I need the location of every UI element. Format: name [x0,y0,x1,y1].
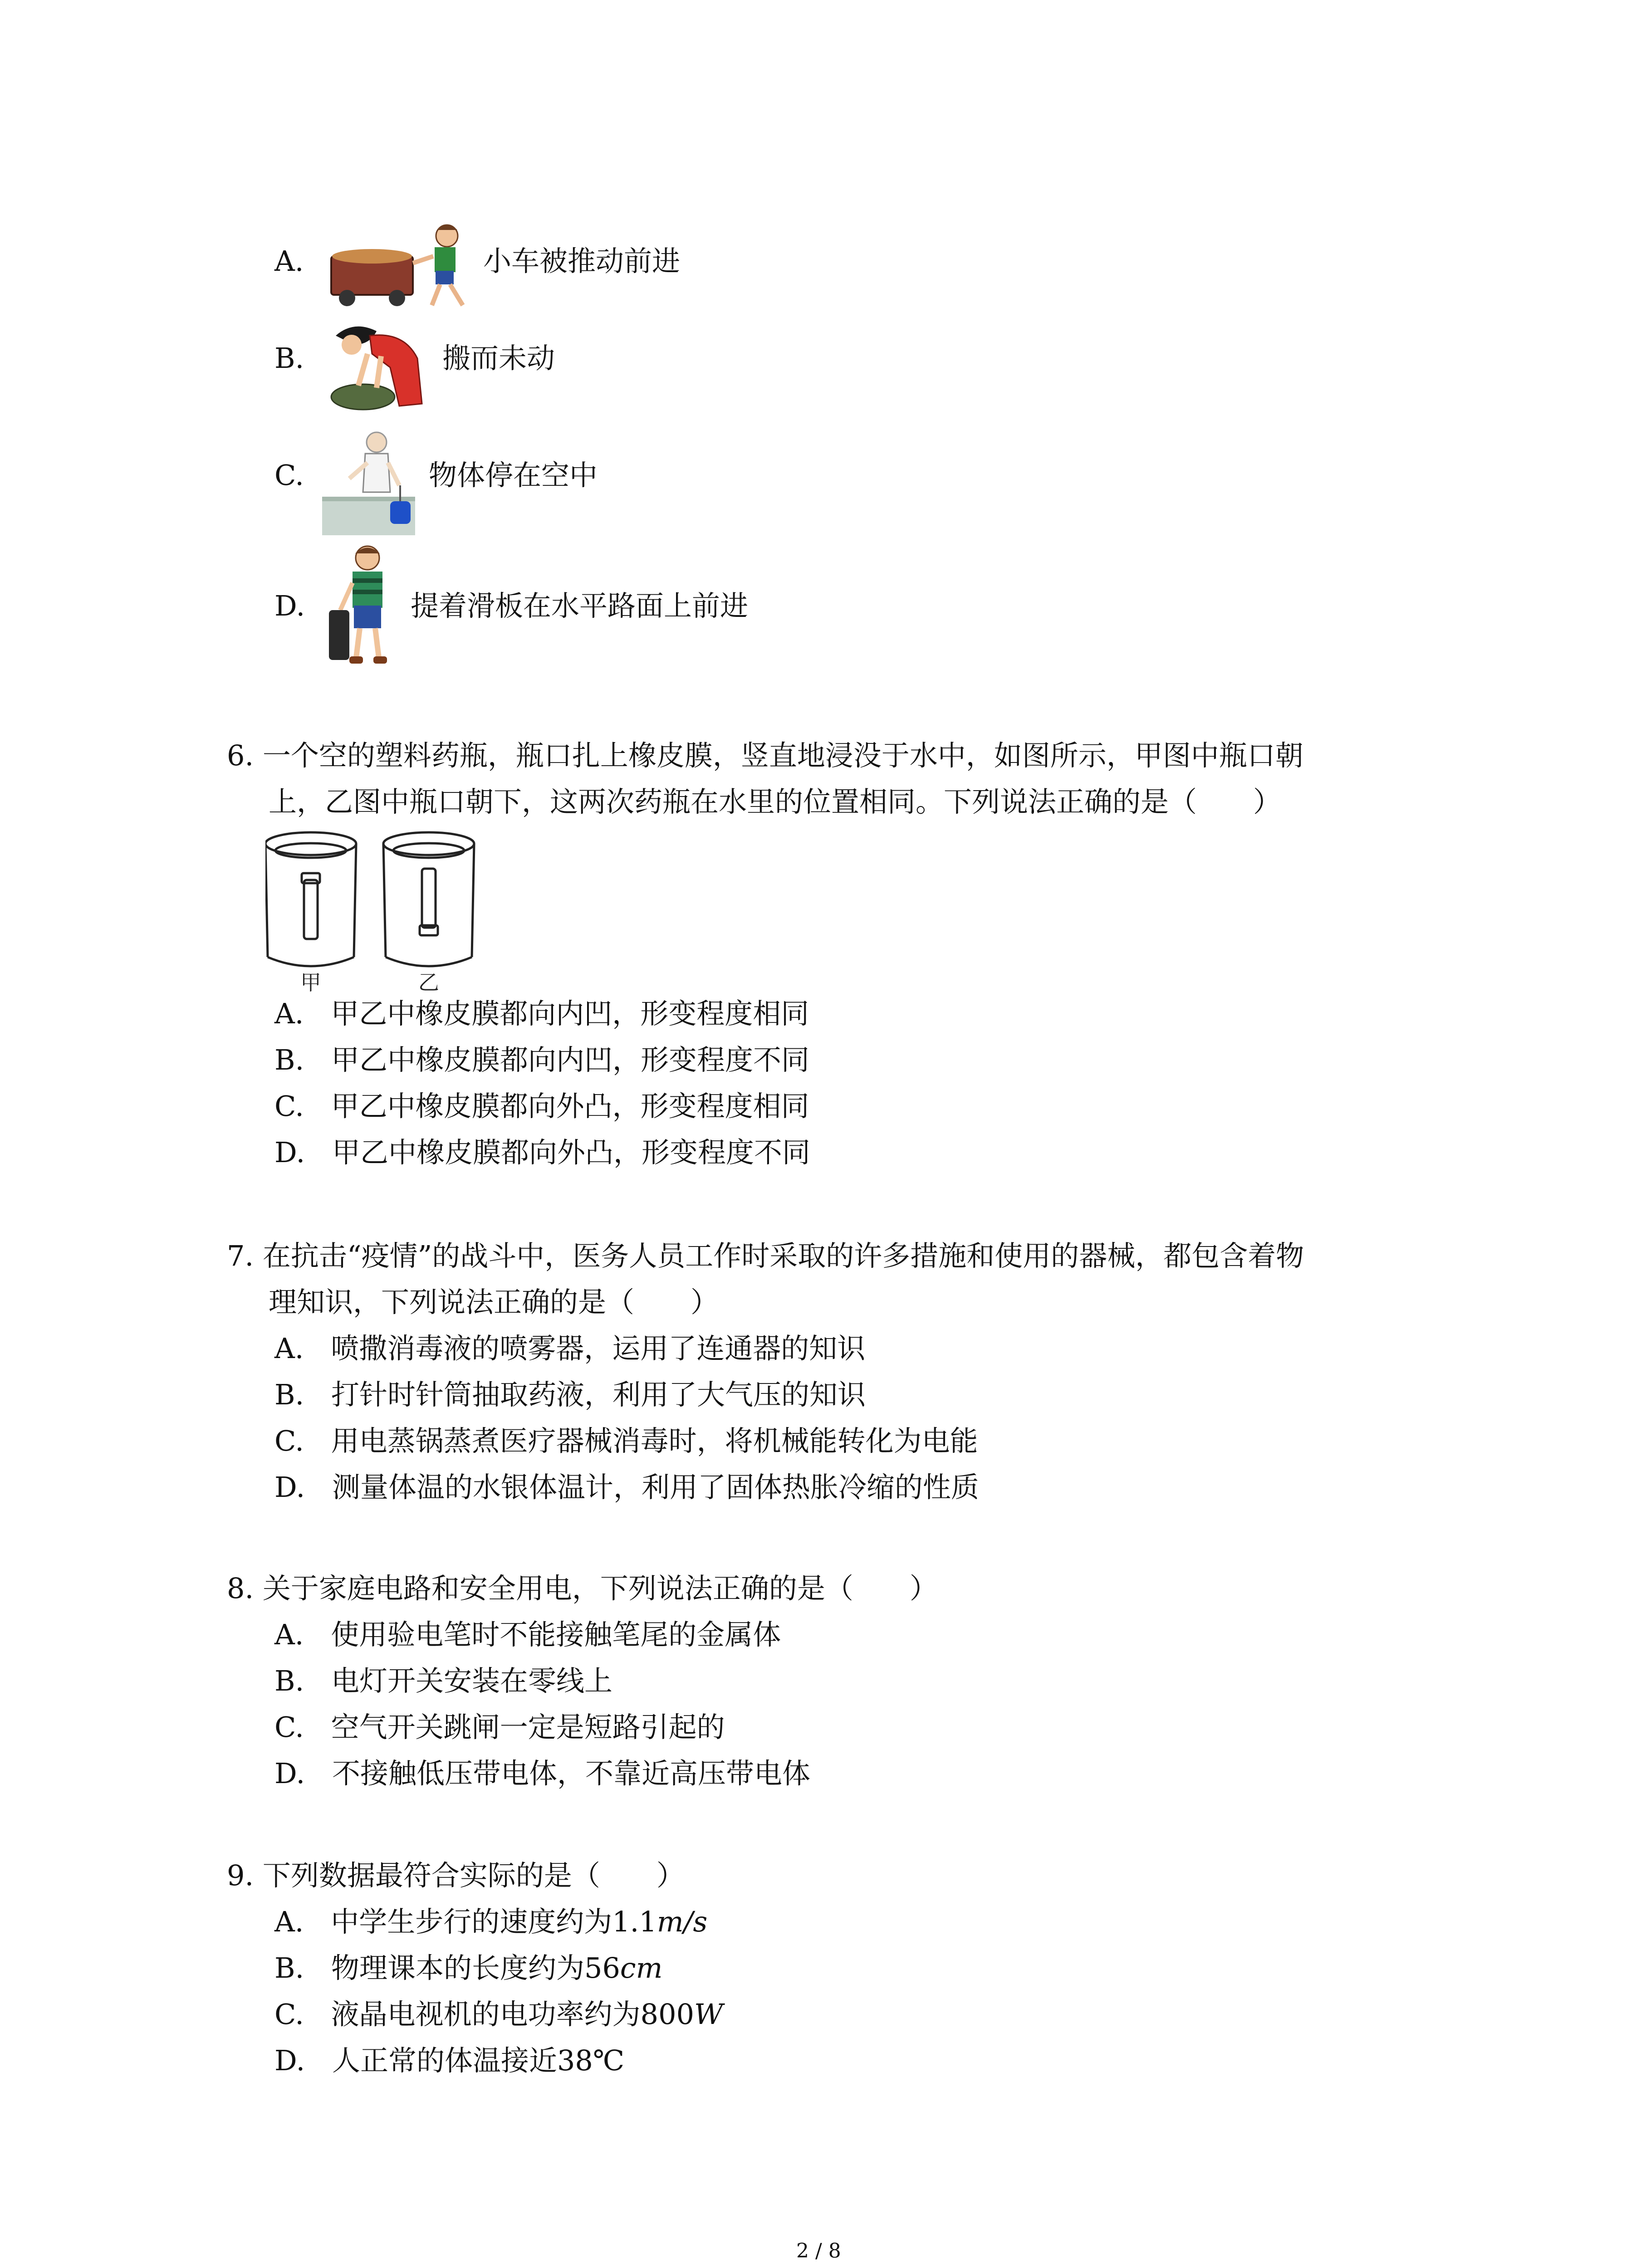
question-number: 8. [227,1572,254,1605]
q5-option-a [274,243,304,279]
option-text: 液晶电视机的电功率约为 [331,1998,641,2031]
beaker-jia [265,832,356,966]
option-text: 喷撒消毒液的喷雾器，运用了连通器的知识 [331,1332,866,1365]
question-stem: 在抗击“疫情”的战斗中，医务人员工作时采取的许多措施和使用的器械，都包含着物 [262,1239,1304,1272]
q7-option-a [274,1330,865,1367]
question-stem: 下列数据最符合实际的是（ ） [262,1859,685,1892]
option-text: 打针时针筒抽取药液，利用了大气压的知识 [331,1378,866,1411]
option-text: 物理课本的长度约为 [331,1951,585,1984]
question-stem: 一个空的塑料药瓶，瓶口扎上橡皮膜，竖直地浸没于水中，如图所示，甲图中瓶口朝 [262,739,1303,772]
q7-option-d [274,1469,979,1505]
option-letter: D. [274,1757,305,1790]
q5-option-c [274,457,304,494]
q7-option-b [274,1377,866,1413]
page-number: 2 / 8 [796,2239,841,2263]
option-text: 中学生步行的速度约为 [331,1905,612,1938]
beaker-yi [383,832,474,966]
option-letter: B. [274,1043,304,1076]
option-text: 甲乙中橡皮膜都向外凸，形变程度不同 [332,1136,810,1169]
option-text: 人正常的体温接近 [332,2044,557,2077]
q9-option-b [274,1950,662,1986]
q8-option-b [274,1663,612,1699]
q9-option-a [274,1904,707,1940]
q6-option-a [274,996,809,1032]
option-letter: C. [274,1711,304,1744]
option-letter: A. [274,244,304,278]
option-text: 甲乙中橡皮膜都向内凹，形变程度相同 [331,997,809,1030]
option-letter: B. [274,342,304,375]
q9-option-d [274,2043,624,2079]
figure-label-yi: 乙 [418,970,439,993]
q6-stem-line2: 上，乙图中瓶口朝下，这两次药瓶在水里的位置相同。下列说法正确的是（ ） [269,785,1282,818]
option-letter: A. [274,1905,304,1938]
option-letter: D. [274,1471,305,1504]
option-letter: C. [274,1090,304,1123]
option-value: 56 [584,1951,620,1984]
q8-stem [227,1570,938,1607]
question-number: 6. [227,739,254,772]
option-text: 不接触低压带电体，不靠近高压带电体 [332,1757,810,1790]
option-letter: D. [274,589,305,622]
option-text: 电灯开关安装在零线上 [331,1664,613,1697]
q6-option-b [274,1042,809,1078]
q8-option-d [274,1755,810,1792]
option-text: 甲乙中橡皮膜都向外凸，形变程度相同 [331,1090,809,1123]
q5-option-d [274,588,305,624]
q5-option-d-text: 提着滑板在水平路面上前进 [411,589,749,622]
q5-option-b-text: 搬而未动 [442,342,555,375]
option-letter: A. [274,997,304,1030]
woman-lifting-rock-picture [327,318,436,411]
option-text: 甲乙中橡皮膜都向内凹，形变程度不同 [331,1043,810,1076]
option-letter: A. [274,1332,304,1365]
option-text: 使用验电笔时不能接触笔尾的金属体 [331,1618,781,1651]
option-letter: B. [274,1378,304,1411]
option-unit: W [694,1998,723,2031]
boy-pushing-cart-picture [327,220,476,311]
option-unit: m/s [656,1905,708,1938]
q9-stem [227,1857,685,1894]
q5-option-b [274,340,304,376]
q7-stem-line1 [227,1238,1304,1274]
question-stem: 关于家庭电路和安全用电，下列说法正确的是（ ） [262,1572,938,1605]
option-letter: C. [274,1998,304,2031]
q6-option-c [274,1088,809,1124]
q8-option-a [274,1617,781,1653]
option-value: 800 [640,1998,695,2031]
option-letter: A. [274,1618,304,1651]
option-letter: D. [274,2044,305,2077]
man-holding-bucket-picture [322,429,422,535]
option-value: 38 [557,2044,593,2077]
figure-label-jia: 甲 [300,970,321,993]
option-letter: D. [274,1136,305,1169]
q7-stem-line2: 理知识，下列说法正确的是（ ） [269,1286,719,1319]
option-text: 用电蒸锅蒸煮医疗器械消毒时，将机械能转化为电能 [331,1424,978,1457]
option-text: 空气开关跳闸一定是短路引起的 [331,1711,725,1744]
option-letter: C. [274,1424,304,1457]
option-unit: ℃ [593,2044,625,2077]
boy-carrying-bag-picture [324,542,404,669]
option-letter: B. [274,1951,304,1984]
question-number: 9. [227,1859,254,1892]
q8-option-c [274,1709,725,1745]
q9-option-c [274,1996,723,2033]
q6-option-d [274,1134,810,1171]
option-letter: C. [274,459,304,492]
option-value: 1.1 [612,1905,657,1938]
q5-option-c-text: 物体停在空中 [429,459,598,492]
question-number: 7. [227,1239,254,1272]
bottles-in-water-figure [265,830,492,993]
q5-option-a-text: 小车被推动前进 [483,244,681,278]
q7-option-c [274,1423,978,1459]
q6-stem-line1 [227,738,1303,774]
option-unit: cm [620,1951,663,1984]
option-letter: B. [274,1664,304,1697]
option-text: 测量体温的水银体温计，利用了固体热胀冷缩的性质 [332,1471,979,1504]
